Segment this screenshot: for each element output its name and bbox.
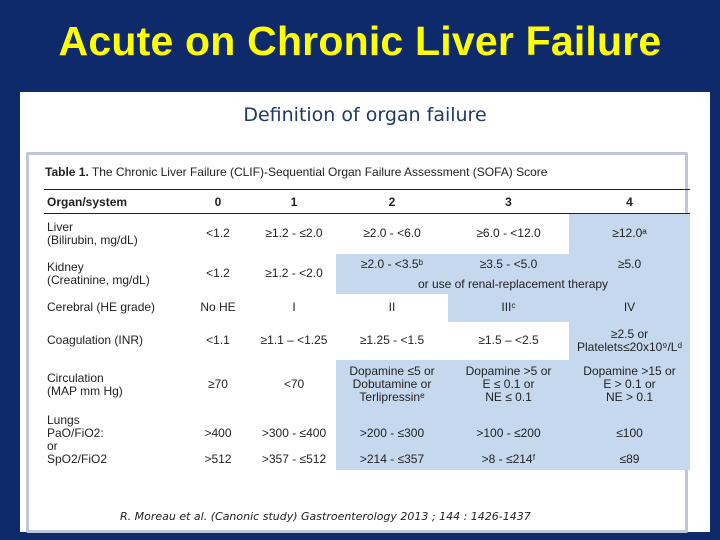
score-cell: I: [292, 300, 296, 314]
table-row-liver: [44, 214, 690, 254]
table-row-coagulation: [44, 322, 690, 360]
score-cell: ≥1.1 – <1.25: [260, 333, 328, 347]
header-score-3: 3: [448, 190, 569, 214]
organ-cell: Cerebral (HE grade): [47, 300, 156, 314]
score-cell: ≥6.0 - <12.0: [476, 226, 541, 241]
score-cell: ≥3.5 - <5.0: [448, 254, 569, 276]
organ-cell: Coagulation (INR): [47, 333, 144, 347]
score-cell: <1.2: [206, 266, 230, 280]
score-cell: Dopamine ≤5 or Dobutamine or Terlipressinᵉ: [336, 360, 448, 410]
content-panel: [20, 92, 710, 532]
slide-title: Acute on Chronic Liver Failure: [58, 18, 662, 64]
score-cell: ≥1.25 - <1.5: [359, 333, 425, 347]
sofa-table: [44, 189, 690, 470]
score-cell: ≥1.2 - ≤2.0: [265, 226, 323, 241]
score-cell: <70: [283, 377, 305, 391]
organ-cell: Lungs PaO/FiO2: or SpO2/FiO2: [47, 412, 108, 466]
score-cell: ≥5.0: [569, 254, 690, 276]
score-cell: ≥2.5 or Platelets≤20x10⁹/Lᵈ: [569, 322, 690, 360]
score-cell: >200 - ≤300 >214 - ≤357: [336, 410, 448, 470]
score-cell: ≤100 ≤89: [569, 410, 690, 470]
score-cell: Dopamine >15 or E > 0.1 or NE > 0.1: [569, 360, 690, 410]
score-cell: >400 >512: [204, 425, 232, 466]
header-organ: Organ/system: [44, 190, 184, 214]
score-cell: <1.2: [206, 226, 230, 241]
header-score-0: 0: [184, 190, 252, 214]
score-cell: IIIᶜ: [448, 294, 569, 322]
score-cell: >300 - ≤400 >357 - ≤512: [261, 425, 327, 466]
panel-title: Definition of organ failure: [243, 104, 487, 126]
score-cell: ≥2.0 - <3.5ᵇ: [336, 254, 448, 276]
table-row-circulation: [44, 360, 690, 410]
reference-citation: R. Moreau et al. (Canonic study) Gastroenterology 2013 ; 144 : 1426-1437: [120, 510, 531, 523]
table-row-cerebral: [44, 294, 690, 322]
rrt-note-cell: or use of renal-replacement therapy: [336, 276, 690, 294]
score-cell: II: [388, 300, 396, 314]
table-row-lungs: [44, 410, 690, 470]
header-score-1: 1: [252, 190, 336, 214]
table-caption-label: Table 1.: [45, 165, 89, 179]
score-cell: <1.1: [206, 333, 230, 347]
table-caption: [45, 165, 547, 179]
score-cell: ≥12.0ᵃ: [569, 214, 690, 254]
score-cell: Dopamine >5 or E ≤ 0.1 or NE ≤ 0.1: [448, 360, 569, 410]
table-header-row: [44, 190, 690, 214]
score-cell: No HE: [200, 300, 236, 314]
score-cell: ≥2.0 - <6.0: [363, 226, 421, 241]
score-cell: ≥1.5 – <2.5: [478, 333, 539, 347]
table-card: [26, 152, 688, 533]
score-cell: ≥70: [208, 377, 228, 391]
score-cell: IV: [569, 294, 690, 322]
organ-cell: Kidney (Creatinine, mg/dL): [47, 259, 150, 287]
organ-cell: Circulation (MAP mm Hg): [47, 370, 123, 398]
table-row-kidney: [44, 254, 690, 276]
score-cell: >100 - ≤200 >8 - ≤214ᶠ: [448, 410, 569, 470]
header-score-2: 2: [336, 190, 448, 214]
score-cell: ≥1.2 - <2.0: [265, 266, 323, 280]
organ-cell: Liver (Bilirubin, mg/dL): [47, 219, 138, 247]
header-score-4: 4: [569, 190, 690, 214]
table-caption-text: The Chronic Liver Failure (CLIF)-Sequential Organ Failure Assessment (SOFA) Score: [88, 165, 548, 179]
